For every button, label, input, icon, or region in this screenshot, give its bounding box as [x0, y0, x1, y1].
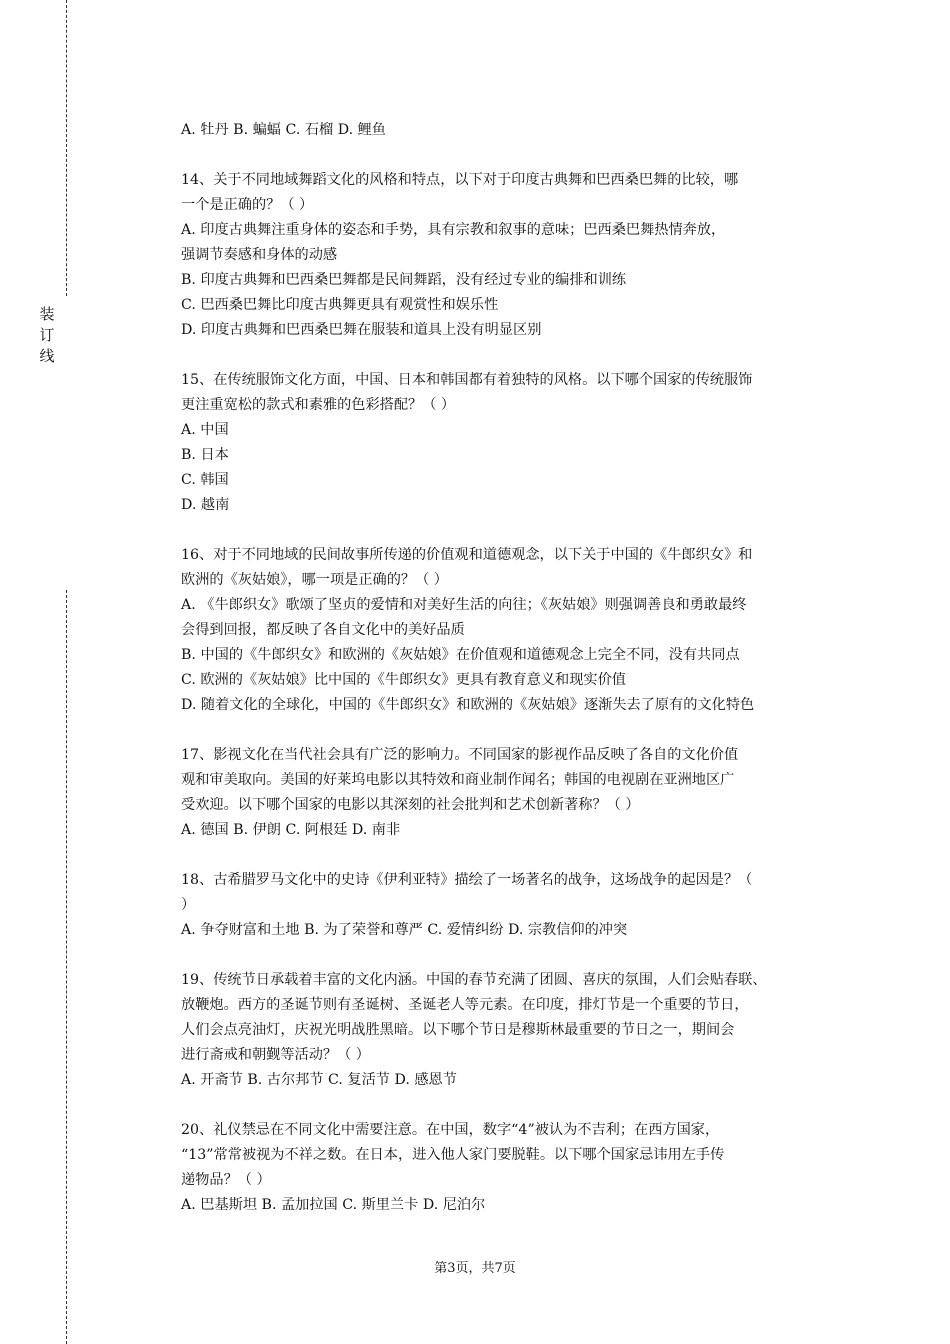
question-line: 19、传统节日承载着丰富的文化内涵。中国的春节充满了团圆、喜庆的氛围，人们会贴春联、 — [181, 972, 767, 988]
binding-line-bottom — [66, 590, 67, 1344]
question-line: A. 印度古典舞注重身体的姿态和手势，具有宗教和叙事的意味；巴西桑巴舞热情奔放， — [181, 222, 726, 238]
binding-char: 订 — [39, 326, 55, 344]
question-block — [181, 543, 841, 718]
question-block — [181, 368, 841, 518]
question-line: A. 巴基斯坦 B. 孟加拉国 C. 斯里兰卡 D. 尼泊尔 — [181, 1197, 486, 1213]
question-line: A. 开斋节 B. 古尔邦节 C. 复活节 D. 感恩节 — [181, 1072, 457, 1088]
question-block — [181, 168, 841, 343]
question-line: 受欢迎。以下哪个国家的电影以其深刻的社会批判和艺术创新著称？（ ） — [181, 797, 640, 813]
question-line: A. 中国 — [181, 422, 229, 438]
question-line: 17、影视文化在当代社会具有广泛的影响力。不同国家的影视作品反映了各自的文化价值 — [181, 747, 739, 763]
question-line: 15、在传统服饰文化方面，中国、日本和韩国都有着独特的风格。以下哪个国家的传统服饰 — [181, 372, 753, 388]
question-block — [181, 868, 841, 943]
question-line: C. 欧洲的《灰姑娘》比中国的《牛郎织女》更具有教育意义和现实价值 — [181, 672, 626, 688]
question-line: 人们会点亮油灯，庆祝光明战胜黑暗。以下哪个节日是穆斯林最重要的节日之一，期间会 — [181, 1022, 735, 1038]
binding-char: 线 — [39, 347, 55, 365]
question-line: D. 随着文化的全球化，中国的《牛郎织女》和欧洲的《灰姑娘》逐渐失去了原有的文化特色 — [181, 697, 755, 713]
question-line: ） — [181, 897, 196, 913]
question-line: D. 印度古典舞和巴西桑巴舞在服装和道具上没有明显区别 — [181, 322, 542, 338]
question-line: A. 《牛郎织女》歌颂了坚贞的爱情和对美好生活的向往；《灰姑娘》则强调善良和勇敢最终 — [181, 597, 747, 613]
question-list — [181, 118, 841, 1218]
page-footer: 第3页，共7页 — [434, 1261, 516, 1276]
question-line: B. 印度古典舞和巴西桑巴舞都是民间舞蹈，没有经过专业的编排和训练 — [181, 272, 627, 288]
question-block — [181, 118, 841, 143]
question-line: 更注重宽松的款式和素雅的色彩搭配？（ ） — [181, 397, 456, 413]
question-line: B. 中国的《牛郎织女》和欧洲的《灰姑娘》在价值观和道德观念上完全不同，没有共同点 — [181, 647, 740, 663]
question-line: 进行斋戒和朝觐等活动？（ ） — [181, 1047, 370, 1063]
question-block — [181, 968, 841, 1093]
question-line: 20、礼仪禁忌在不同文化中需要注意。在中国，数字“4”被认为不吉利；在西方国家， — [181, 1122, 720, 1138]
binding-label — [36, 304, 58, 367]
question-line: 14、关于不同地域舞蹈文化的风格和特点，以下对于印度古典舞和巴西桑巴舞的比较，哪 — [181, 172, 739, 188]
question-block — [181, 743, 841, 843]
question-line: 欧洲的《灰姑娘》，哪一项是正确的？（ ） — [181, 572, 448, 588]
question-line: 递物品？（ ） — [181, 1172, 271, 1188]
question-line: B. 日本 — [181, 447, 229, 463]
question-line: C. 巴西桑巴舞比印度古典舞更具有观赏性和娱乐性 — [181, 297, 499, 313]
question-line: A. 争夺财富和土地 B. 为了荣誉和尊严 C. 爱情纠纷 D. 宗教信仰的冲突 — [181, 922, 628, 938]
question-line: A. 牡丹 B. 蝙蝠 C. 石榴 D. 鲤鱼 — [181, 122, 386, 138]
question-line: “13”常常被视为不祥之数。在日本，进入他人家门要脱鞋。以下哪个国家忌讳用左手传 — [181, 1147, 725, 1163]
question-line: 会得到回报，都反映了各自文化中的美好品质 — [181, 622, 465, 638]
question-line: 放鞭炮。西方的圣诞节则有圣诞树、圣诞老人等元素。在印度，排灯节是一个重要的节日， — [181, 997, 749, 1013]
question-line: 18、古希腊罗马文化中的史诗《伊利亚特》描绘了一场著名的战争，这场战争的起因是？（ — [181, 872, 753, 888]
question-block — [181, 1118, 841, 1218]
binding-line-top — [66, 0, 67, 296]
question-line: C. 韩国 — [181, 472, 229, 488]
question-line: 观和审美取向。美国的好莱坞电影以其特效和商业制作闻名；韩国的电视剧在亚洲地区广 — [181, 772, 735, 788]
question-line: D. 越南 — [181, 497, 230, 513]
question-line: 一个是正确的？（ ） — [181, 197, 314, 213]
binding-char: 装 — [39, 305, 55, 323]
question-line: A. 德国 B. 伊朗 C. 阿根廷 D. 南非 — [181, 822, 401, 838]
question-line: 16、对于不同地域的民间故事所传递的价值观和道德观念，以下关于中国的《牛郎织女》和 — [181, 547, 753, 563]
question-line: 强调节奏感和身体的动感 — [181, 247, 338, 263]
